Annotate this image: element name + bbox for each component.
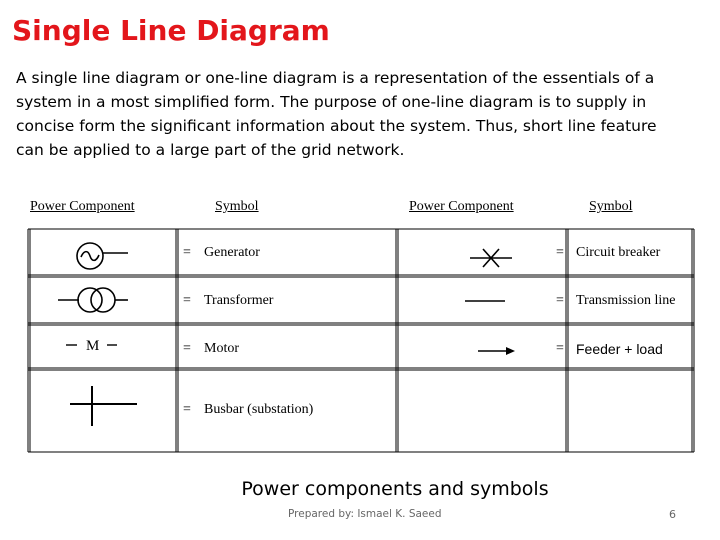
- equals-sign: =: [556, 341, 564, 356]
- equals-sign: =: [183, 402, 191, 417]
- header-power-component-right: Power Component: [409, 199, 514, 214]
- slide-title: Single Line Diagram: [12, 14, 330, 47]
- busbar-icon: [70, 386, 137, 426]
- equals-sign: =: [183, 293, 191, 308]
- footer-author: Prepared by: Ismael K. Saeed: [288, 508, 442, 520]
- label-motor: Motor: [204, 341, 239, 356]
- equals-sign: =: [556, 293, 564, 308]
- intro-line: system in a most simplified form. The purpose of one-line diagram is to supply in: [16, 93, 647, 111]
- motor-icon-letter: M: [86, 338, 100, 354]
- equals-sign: =: [183, 245, 191, 260]
- label-transmission-line: Transmission line: [576, 293, 676, 308]
- circuit-breaker-icon: [470, 249, 512, 267]
- label-busbar: Busbar (substation): [204, 402, 314, 417]
- header-symbol-right: Symbol: [589, 199, 633, 214]
- feeder-load-arrow-icon: [478, 347, 515, 355]
- intro-line: A single line diagram or one-line diagram is a representation of the essentials of a: [16, 69, 655, 87]
- intro-line: concise form the significant information about the system. Thus, short line feature: [16, 117, 657, 135]
- label-transformer: Transformer: [204, 293, 274, 308]
- label-generator: Generator: [204, 245, 260, 260]
- intro-line: can be applied to a large part of the grid network.: [16, 141, 405, 159]
- generator-icon: [77, 243, 128, 269]
- equals-sign: =: [556, 245, 564, 260]
- transformer-icon: [58, 288, 128, 312]
- label-circuit-breaker: Circuit breaker: [576, 245, 661, 260]
- page-number: 6: [669, 508, 676, 521]
- equals-sign: =: [183, 341, 191, 356]
- figure-caption: Power components and symbols: [241, 478, 549, 500]
- label-feeder-load: Feeder + load: [576, 341, 663, 357]
- header-symbol-left: Symbol: [215, 199, 259, 214]
- header-power-component-left: Power Component: [30, 199, 135, 214]
